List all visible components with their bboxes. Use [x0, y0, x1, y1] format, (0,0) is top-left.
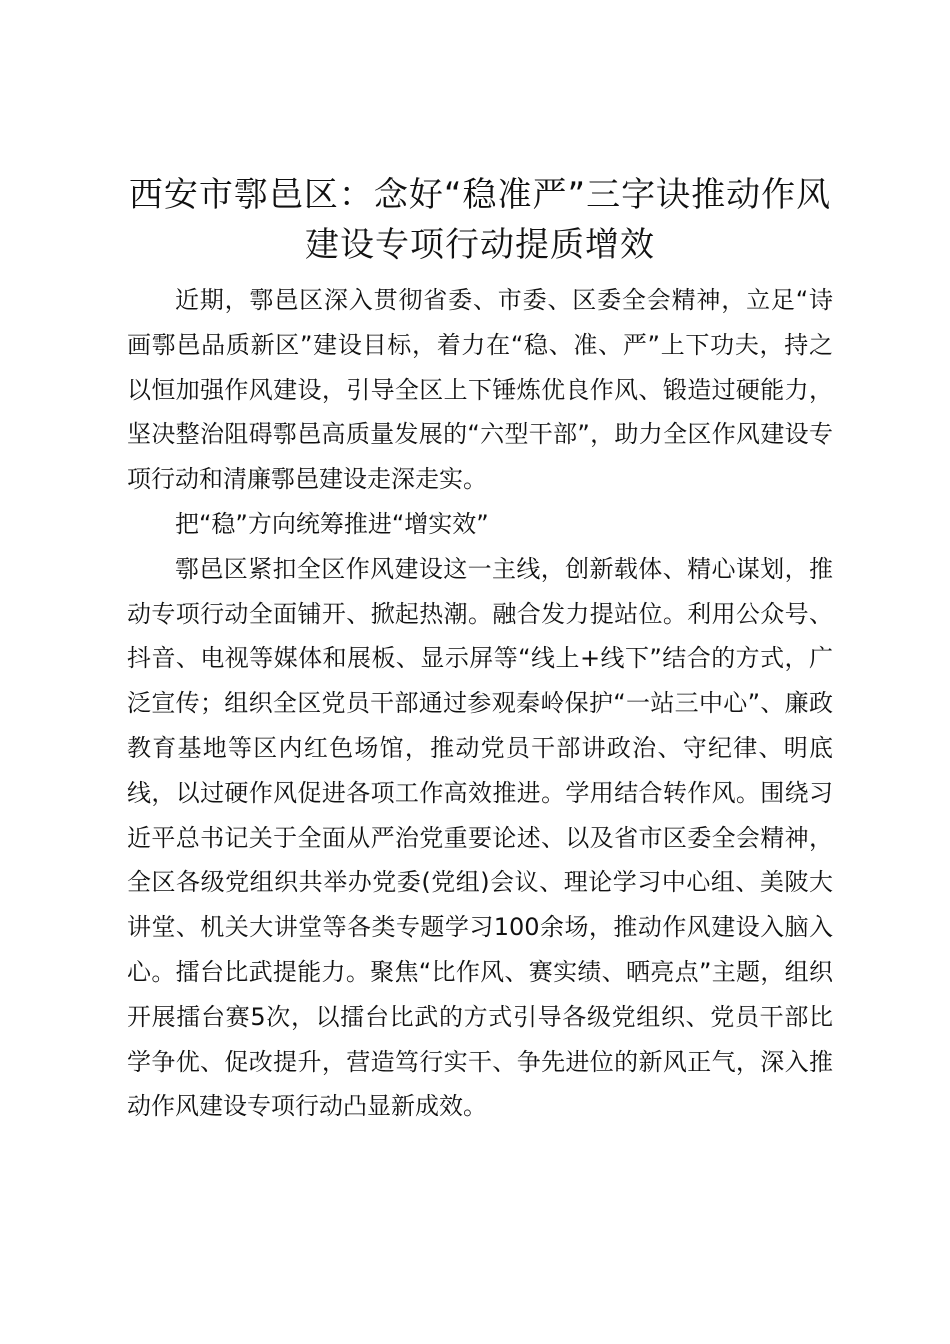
- paragraph-intro: 近期，鄠邑区深入贯彻省委、市委、区委全会精神，立足“诗画鄠邑品质新区”建设目标，着力在“稳、准、严”上下功夫，持之以恒加强作风建设，引导全区上下锤炼优良作风、锻造过硬能力，坚决整治阻碍鄠邑高质量发展的“六型干部”，助力全区作风建设专项行动和清廉鄠邑建设走深走实。: [127, 286, 833, 494]
- section-heading: 把“稳”方向统筹推进“增实效”: [175, 509, 489, 538]
- document-body: [127, 278, 833, 1129]
- document-title: 西安市鄠邑区：念好“稳准严”三字诀推动作风建设专项行动提质增效: [128, 175, 832, 265]
- paragraph-section-body: 鄠邑区紧扣全区作风建设这一主线，创新载体、精心谋划，推动专项行动全面铺开、掀起热潮。融合发力提站位。利用公众号、抖音、电视等媒体和展板、显示屏等“线上+线下”结合的方式，广泛宣传；组织全区党员干部通过参观秦岭保护“一站三中心”、廉政教育基地等区内红色场馆，推动党员干部讲政治、守纪律、明底线，以过硬作风促进各项工作高效推进。学用结合转作风。围绕习近平总书记关于全面从严治党重要论述、以及省市区委全会精神，全区各级党组织共举办党委(党组)会议、理论学习中心组、美陂大讲堂、机关大讲堂等各类专题学习100余场，推动作风建设入脑入心。擂台比武提能力。聚焦“比作风、赛实绩、晒亮点”主题，组织开展擂台赛5次，以擂台比武的方式引导各级党组织、党员干部比学争优、促改提升，营造笃行实干、争先进位的新风正气，深入推动作风建设专项行动凸显新成效。: [127, 554, 833, 1121]
